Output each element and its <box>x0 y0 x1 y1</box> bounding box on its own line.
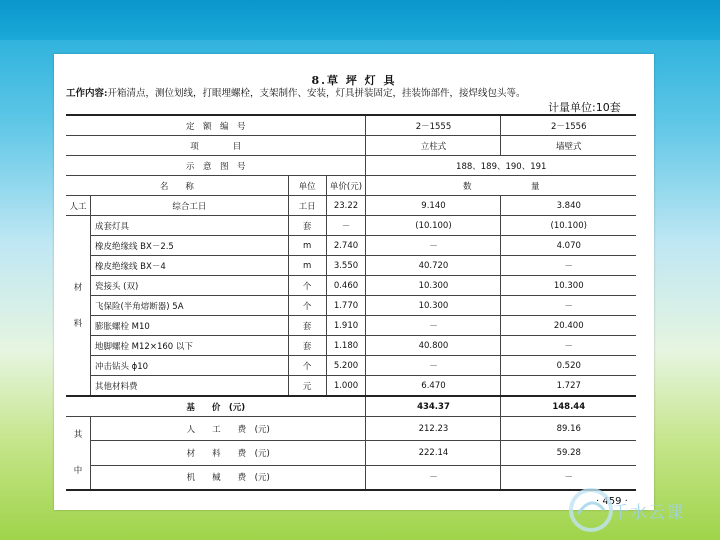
material-v2: 1.727 <box>501 376 636 397</box>
material-unit: 元 <box>288 376 326 397</box>
among-label: 人 工 费 (元) <box>90 417 366 441</box>
header-quantity: 数 量 <box>366 176 636 196</box>
material-v2: (10.100) <box>501 216 636 236</box>
watermark-logo <box>566 484 716 534</box>
item-1: 立柱式 <box>366 136 501 156</box>
figure-no: 188、189、190、191 <box>366 156 636 176</box>
material-price: 2.740 <box>326 236 366 256</box>
document-page <box>54 54 654 510</box>
quota-no-1: 2－1555 <box>366 115 501 136</box>
material-name: 橡皮绝缘线 BX－4 <box>90 256 288 276</box>
among-v2: 59.28 <box>501 441 636 465</box>
base-price-1: 434.37 <box>366 396 501 417</box>
header-name: 名 称 <box>66 176 288 196</box>
base-price-label: 基 价 (元) <box>66 396 366 417</box>
work-content <box>66 87 536 100</box>
labor-name: 综合工日 <box>90 196 288 216</box>
item-row <box>66 136 636 156</box>
labor-v1: 9.140 <box>366 196 501 216</box>
material-price: － <box>326 216 366 236</box>
material-v1: － <box>366 356 501 376</box>
material-unit: 个 <box>288 296 326 316</box>
material-unit: 个 <box>288 276 326 296</box>
material-v2: － <box>501 296 636 316</box>
material-row <box>66 316 636 336</box>
material-unit: 套 <box>288 336 326 356</box>
labor-side-label: 人工 <box>66 196 90 216</box>
slide-top-band <box>0 0 720 40</box>
material-v2: － <box>501 336 636 356</box>
among-row <box>66 417 636 441</box>
work-content-text: 开箱清点，测位划线，打眼埋螺栓，支架制作、安装，灯具拼装固定，挂装饰部件，接焊线包头等。 <box>107 88 526 99</box>
material-name: 其他材料费 <box>90 376 288 397</box>
labor-unit: 工日 <box>288 196 326 216</box>
material-v2: 10.300 <box>501 276 636 296</box>
quota-table <box>66 114 636 491</box>
material-price: 5.200 <box>326 356 366 376</box>
base-price-row <box>66 396 636 417</box>
material-price: 1.770 <box>326 296 366 316</box>
material-name: 飞保险(半角熔断器) 5A <box>90 296 288 316</box>
material-v2: － <box>501 256 636 276</box>
among-v1: 222.14 <box>366 441 501 465</box>
material-price: 1.910 <box>326 316 366 336</box>
among-side-label: 其 中 <box>66 417 90 491</box>
header-row <box>66 176 636 196</box>
among-row <box>66 465 636 490</box>
header-unit: 单位 <box>288 176 326 196</box>
material-name: 橡皮绝缘线 BX－2.5 <box>90 236 288 256</box>
material-price: 1.000 <box>326 376 366 397</box>
material-v1: 10.300 <box>366 276 501 296</box>
material-name: 瓷接头 (双) <box>90 276 288 296</box>
item-2: 墙壁式 <box>501 136 636 156</box>
material-v1: － <box>366 236 501 256</box>
material-price: 3.550 <box>326 256 366 276</box>
material-name: 冲击钻头 ϕ10 <box>90 356 288 376</box>
material-unit: m <box>288 256 326 276</box>
figure-label: 示 意 图 号 <box>66 156 366 176</box>
labor-price: 23.22 <box>326 196 366 216</box>
material-row <box>66 356 636 376</box>
header-price: 单价(元) <box>326 176 366 196</box>
document-title: 8.草 坪 灯 具 <box>311 74 397 87</box>
material-unit: 套 <box>288 316 326 336</box>
material-row <box>66 236 636 256</box>
quota-no-label: 定 额 编 号 <box>66 115 366 136</box>
among-row <box>66 441 636 465</box>
material-price: 1.180 <box>326 336 366 356</box>
item-label: 项 目 <box>66 136 366 156</box>
material-v1: － <box>366 316 501 336</box>
base-price-2: 148.44 <box>501 396 636 417</box>
figure-row <box>66 156 636 176</box>
material-v2: 20.400 <box>501 316 636 336</box>
material-unit: 个 <box>288 356 326 376</box>
material-name: 膨胀螺栓 M10 <box>90 316 288 336</box>
material-side-label: 材 料 <box>66 216 90 397</box>
among-v2: 89.16 <box>501 417 636 441</box>
material-row <box>66 216 636 236</box>
material-v1: 40.720 <box>366 256 501 276</box>
material-v2: 4.070 <box>501 236 636 256</box>
watermark-swirl-icon <box>566 484 616 534</box>
work-content-label: 工作内容: <box>66 88 108 99</box>
material-v1: (10.100) <box>366 216 501 236</box>
material-v1: 6.470 <box>366 376 501 397</box>
material-v2: 0.520 <box>501 356 636 376</box>
among-v2: － <box>501 465 636 490</box>
material-row <box>66 296 636 316</box>
among-v1: 212.23 <box>366 417 501 441</box>
material-row <box>66 336 636 356</box>
among-v1: － <box>366 465 501 490</box>
page-number: · 459 · <box>596 496 628 507</box>
quota-no-2: 2－1556 <box>501 115 636 136</box>
among-label: 材 料 费 (元) <box>90 441 366 465</box>
material-price: 0.460 <box>326 276 366 296</box>
material-row <box>66 376 636 397</box>
material-unit: 套 <box>288 216 326 236</box>
material-name: 地脚螺栓 M12×160 以下 <box>90 336 288 356</box>
material-row <box>66 256 636 276</box>
watermark-text: 千水云课 <box>612 503 684 523</box>
material-unit: m <box>288 236 326 256</box>
material-v1: 10.300 <box>366 296 501 316</box>
material-row <box>66 276 636 296</box>
quota-no-row <box>66 115 636 136</box>
labor-v2: 3.840 <box>501 196 636 216</box>
material-name: 成套灯具 <box>90 216 288 236</box>
labor-row <box>66 196 636 216</box>
among-label: 机 械 费 (元) <box>90 465 366 490</box>
material-v1: 40.800 <box>366 336 501 356</box>
unit-note: 计量单位:10套 <box>548 101 621 114</box>
